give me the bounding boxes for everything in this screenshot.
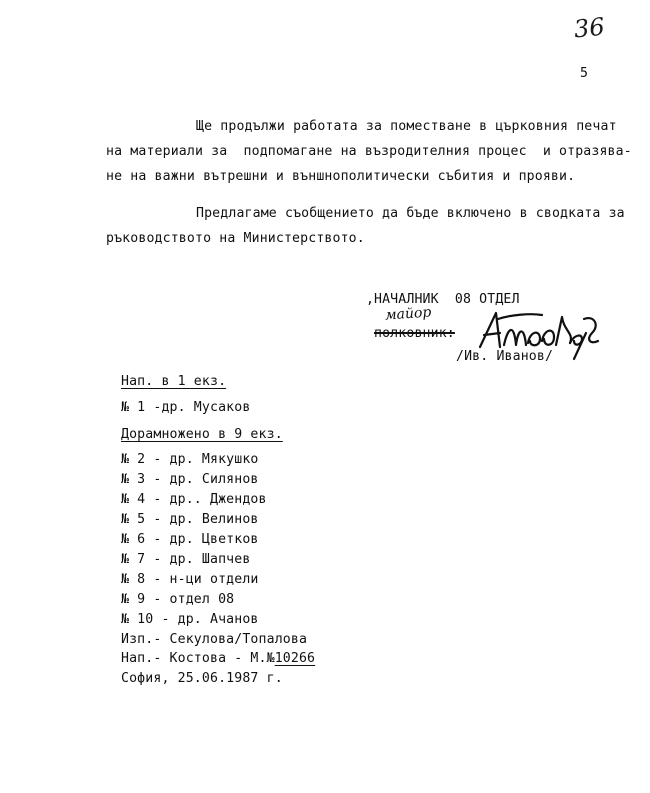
copy-recipient: № 2 - др. Мякушко bbox=[121, 452, 259, 467]
typist-prefix: Нап.- Костова - М.№ bbox=[121, 651, 275, 666]
printed-copy-item: № 1 -др. Мусаков bbox=[121, 400, 251, 415]
copy-recipient: № 8 - н-ци отдели bbox=[121, 572, 259, 587]
copy-recipient: № 5 - др. Велинов bbox=[121, 512, 259, 527]
copy-recipient: № 6 - др. Цветков bbox=[121, 532, 259, 547]
copy-recipient-list bbox=[121, 453, 421, 628]
printed-copies-label: Нап. в 1 екз. bbox=[121, 374, 227, 389]
signature-title: НАЧАЛНИК 08 ОТДЕЛ bbox=[374, 292, 520, 307]
copied-copies-label: Дорамножено в 9 екз. bbox=[121, 427, 283, 442]
body-line: на материали за подпомагане на възродителния процес и отразява- bbox=[106, 144, 632, 159]
signature-mark: , bbox=[366, 292, 375, 307]
copy-recipient: № 3 - др. Силянов bbox=[121, 472, 259, 487]
body-line: Предлагаме съобщението да бъде включено в сводката за bbox=[196, 206, 625, 221]
executor-line: Изп.- Секулова/Топалова bbox=[121, 632, 308, 647]
copy-recipient: № 10 - др. Ачанов bbox=[121, 612, 259, 627]
copy-recipient: № 7 - др. Шапчев bbox=[121, 552, 251, 567]
signatory-name: /Ив. Иванов/ bbox=[456, 349, 554, 364]
rank-struck: полковник: bbox=[374, 326, 455, 341]
page-number: 5 bbox=[580, 66, 589, 81]
copy-recipient: № 4 - др.. Джендов bbox=[121, 492, 267, 507]
date-line: София, 25.06.1987 г. bbox=[121, 671, 283, 686]
registry-number: 10266 bbox=[274, 651, 316, 666]
archive-number: 36 bbox=[572, 12, 606, 44]
copy-recipient: № 9 - отдел 08 bbox=[121, 592, 235, 607]
body-line: Ще продължи работата за поместване в църковния печат bbox=[196, 119, 617, 134]
body-line: не на важни вътрешни и външнополитически събития и прояви. bbox=[106, 169, 576, 184]
body-line: ръководството на Министерството. bbox=[106, 231, 365, 246]
rank-handwritten: майор bbox=[384, 304, 432, 324]
typist-line bbox=[121, 652, 315, 665]
